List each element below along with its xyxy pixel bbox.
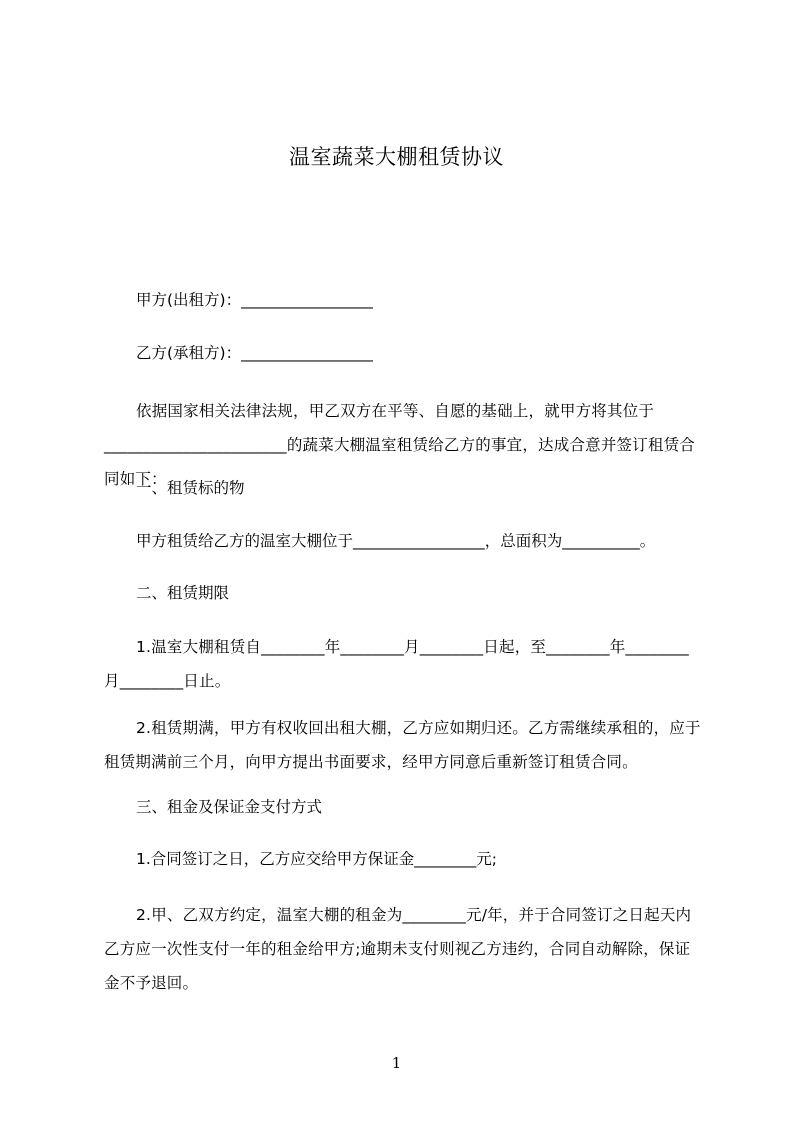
document-title: 温室蔬菜大棚租赁协议 bbox=[289, 145, 504, 169]
party-b-line: 乙方(承租方)：_________________ bbox=[136, 344, 373, 362]
section-3-item-1: 1.合同签订之日，乙方应交给甲方保证金________元; bbox=[136, 850, 498, 868]
section-1-heading: 一、租赁标的物 bbox=[136, 479, 245, 497]
section-2-item-2: 2.租赁期满，甲方有权收回出租大棚，乙方应如期归还。乙方需继续承租的，应于租赁期满前三个月，向甲方提出书面要求，经甲方同意后重新签订租赁合同。 bbox=[104, 719, 701, 771]
section-2-item-1: 1.温室大棚租赁自________年________月________日起，至________年________月________日止。 bbox=[104, 638, 689, 690]
section-3-item-2: 2.甲、乙双方约定，温室大棚的租金为________元/年，并于合同签订之日起天内乙方应一次性支付一年的租金给甲方;逾期未支付则视乙方违约，合同自动解除，保证金不予退回。 bbox=[104, 906, 692, 992]
section-2-heading: 二、租赁期限 bbox=[136, 584, 230, 602]
party-a-line: 甲方(出租方)：_________________ bbox=[136, 291, 373, 309]
section-1-text: 甲方租赁给乙方的温室大棚位于_________________，总面积为__________。 bbox=[136, 532, 656, 550]
intro-paragraph: 依据国家相关法律法规，甲乙双方在平等、自愿的基础上，就甲方将其位于_______________________的蔬菜大棚温室租赁给乙方的事宜，达成合意并签订租赁合同如下： bbox=[104, 402, 696, 488]
page-number: 1 bbox=[391, 1054, 402, 1072]
section-3-heading: 三、租金及保证金支付方式 bbox=[136, 798, 323, 816]
